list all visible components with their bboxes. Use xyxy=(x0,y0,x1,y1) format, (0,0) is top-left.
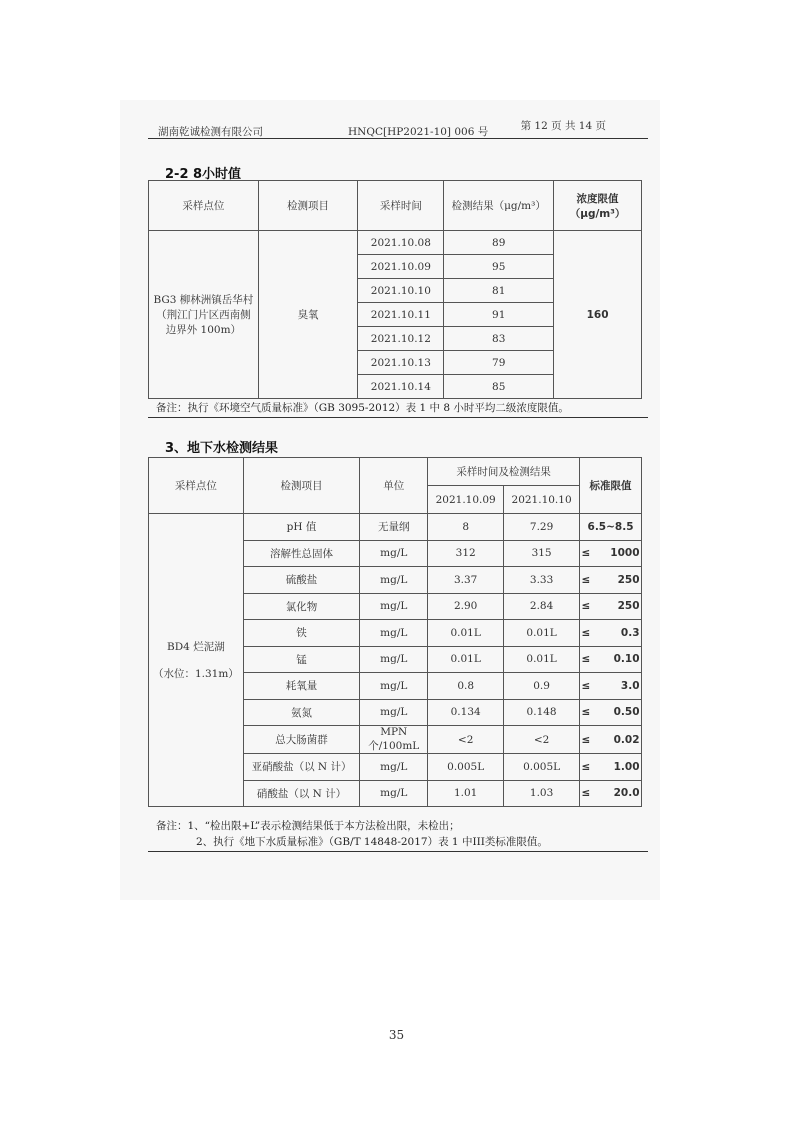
sampling-site-cell xyxy=(149,514,244,807)
sampling-site-line: 边界外 100m） xyxy=(165,324,242,336)
col-header-site: 采样点位 xyxy=(149,181,259,231)
sampling-site-line: BD4 烂泥湖 xyxy=(167,641,225,653)
limit-value-cell: 160 xyxy=(554,231,642,399)
test-item-cell: 总大肠菌群 xyxy=(243,726,360,754)
col-header-site: 采样点位 xyxy=(149,458,244,514)
table-row xyxy=(149,514,642,541)
unit-cell: mg/L xyxy=(360,567,428,594)
test-item-cell: 硝酸盐（以 N 计） xyxy=(243,780,360,807)
result-value-cell: 81 xyxy=(444,279,554,303)
col-header-date1: 2021.10.09 xyxy=(428,486,504,514)
col-header-limit-line2: （μg/m³） xyxy=(569,207,626,220)
result-day1-cell: 0.005L xyxy=(428,754,504,781)
test-item-cell: 铁 xyxy=(243,620,360,647)
less-equal-sign: ≤ xyxy=(581,706,591,719)
result-day1-cell: <2 xyxy=(428,726,504,754)
sampling-date-cell: 2021.10.09 xyxy=(358,255,444,279)
result-value-cell: 79 xyxy=(444,351,554,375)
limit-number: 3.0 xyxy=(620,679,640,692)
sampling-site-line: （荆江门片区西南侧 xyxy=(156,309,251,321)
col-header-date2: 2021.10.10 xyxy=(504,486,580,514)
col-header-limit xyxy=(554,181,642,231)
unit-cell: mg/L xyxy=(360,620,428,647)
limit-number: 250 xyxy=(617,600,640,613)
groundwater-table xyxy=(148,457,642,807)
test-item-cell: pH 值 xyxy=(243,514,360,541)
test-item-cell: 氯化物 xyxy=(243,593,360,620)
limit-value-cell xyxy=(580,620,642,647)
section-title-ozone: 2-2 8小时值 xyxy=(165,167,242,182)
limit-value-cell xyxy=(580,754,642,781)
less-equal-sign: ≤ xyxy=(581,573,591,586)
groundwater-note-1: 备注：1、“检出限+L”表示检测结果低于本方法检出限，未检出； xyxy=(156,820,460,832)
unit-cell: mg/L xyxy=(360,593,428,620)
limit-number: 1.00 xyxy=(613,760,640,773)
result-day1-cell: 2.90 xyxy=(428,593,504,620)
sampling-date-cell: 2021.10.11 xyxy=(358,303,444,327)
ozone-note: 备注：执行《环境空气质量标准》（GB 3095-2012）表 1 中 8 小时平均二级浓度限值。 xyxy=(156,402,569,414)
sampling-date-cell: 2021.10.13 xyxy=(358,351,444,375)
limit-value-cell xyxy=(580,567,642,594)
result-day1-cell: 0.01L xyxy=(428,620,504,647)
result-value-cell: 85 xyxy=(444,375,554,399)
limit-value-cell xyxy=(580,699,642,726)
unit-cell: mg/L xyxy=(360,673,428,700)
limit-value-cell xyxy=(580,646,642,673)
sampling-date-cell: 2021.10.08 xyxy=(358,231,444,255)
less-equal-sign: ≤ xyxy=(581,547,591,560)
less-equal-sign: ≤ xyxy=(581,653,591,666)
less-equal-sign: ≤ xyxy=(581,600,591,613)
less-equal-sign: ≤ xyxy=(581,626,591,639)
test-item-cell: 硫酸盐 xyxy=(243,567,360,594)
col-header-item: 检测项目 xyxy=(258,181,358,231)
test-item-cell: 溶解性总固体 xyxy=(243,540,360,567)
ozone-bottom-rule xyxy=(148,417,648,418)
limit-number: 1000 xyxy=(610,547,640,560)
result-day2-cell: 7.29 xyxy=(504,514,580,541)
result-value-cell: 95 xyxy=(444,255,554,279)
col-header-time: 采样时间 xyxy=(358,181,444,231)
result-day1-cell: 3.37 xyxy=(428,567,504,594)
result-day1-cell: 0.8 xyxy=(428,673,504,700)
limit-number: 0.3 xyxy=(620,626,640,639)
less-equal-sign: ≤ xyxy=(581,679,591,692)
page-indicator: 第 12 页 共 14 页 xyxy=(520,120,606,132)
table-header-row xyxy=(149,181,642,231)
result-day1-cell: 312 xyxy=(428,540,504,567)
unit-cell: mg/L xyxy=(360,699,428,726)
result-day2-cell: 0.148 xyxy=(504,699,580,726)
ozone-table xyxy=(148,180,642,399)
section-title-groundwater: 3、地下水检测结果 xyxy=(165,441,279,456)
limit-number: 0.10 xyxy=(613,653,640,666)
company-name: 湖南乾诚检测有限公司 xyxy=(158,126,263,138)
result-day2-cell: 1.03 xyxy=(504,780,580,807)
page-number: 35 xyxy=(388,1028,405,1042)
result-value-cell: 89 xyxy=(444,231,554,255)
header-rule xyxy=(148,138,648,139)
col-header-sampling-results: 采样时间及检测结果 xyxy=(428,458,580,486)
sampling-date-cell: 2021.10.12 xyxy=(358,327,444,351)
result-day2-cell: 3.33 xyxy=(504,567,580,594)
result-day2-cell: 0.01L xyxy=(504,620,580,647)
less-equal-sign: ≤ xyxy=(581,760,591,773)
report-code: HNQC[HP2021-10] 006 号 xyxy=(348,126,489,138)
less-equal-sign: ≤ xyxy=(581,787,591,800)
unit-cell: mg/L xyxy=(360,754,428,781)
test-item-cell: 耗氧量 xyxy=(243,673,360,700)
unit-cell: 无量纲 xyxy=(360,514,428,541)
limit-value-cell xyxy=(580,673,642,700)
col-header-result: 检测结果（μg/m³） xyxy=(444,181,554,231)
test-item-cell: 臭氧 xyxy=(258,231,358,399)
col-header-item: 检测项目 xyxy=(243,458,360,514)
limit-number: 0.02 xyxy=(613,733,640,746)
unit-cell: mg/L xyxy=(360,780,428,807)
limit-value-cell xyxy=(580,540,642,567)
sampling-site-line: BG3 柳林洲镇岳华村 xyxy=(153,294,254,306)
result-day2-cell: 0.005L xyxy=(504,754,580,781)
limit-number: 0.50 xyxy=(613,706,640,719)
result-day2-cell: 0.01L xyxy=(504,646,580,673)
groundwater-note-2: 2、执行《地下水质量标准》（GB/T 14848-2017）表 1 中III类标准限值。 xyxy=(196,836,548,848)
result-day1-cell: 0.01L xyxy=(428,646,504,673)
limit-value-cell xyxy=(580,514,642,541)
result-value-cell: 91 xyxy=(444,303,554,327)
result-day2-cell: 0.9 xyxy=(504,673,580,700)
col-header-unit: 单位 xyxy=(360,458,428,514)
result-value-cell: 83 xyxy=(444,327,554,351)
limit-number: 250 xyxy=(617,573,640,586)
result-day1-cell: 0.134 xyxy=(428,699,504,726)
sampling-date-cell: 2021.10.14 xyxy=(358,375,444,399)
result-day2-cell: 2.84 xyxy=(504,593,580,620)
limit-value-cell xyxy=(580,780,642,807)
unit-cell: MPN个/100mL xyxy=(360,726,428,754)
table-row xyxy=(149,231,642,255)
table-header-row xyxy=(149,458,642,486)
limit-value-cell xyxy=(580,726,642,754)
col-header-limit-line1: 浓度限值 xyxy=(576,192,619,205)
less-equal-sign: ≤ xyxy=(581,733,591,746)
col-header-limit: 标准限值 xyxy=(580,458,642,514)
limit-value-cell xyxy=(580,593,642,620)
test-item-cell: 氨氮 xyxy=(243,699,360,726)
limit-range: 6.5~8.5 xyxy=(587,520,634,533)
sampling-site-cell xyxy=(149,231,259,399)
result-day2-cell: 315 xyxy=(504,540,580,567)
test-item-cell: 锰 xyxy=(243,646,360,673)
test-item-cell: 亚硝酸盐（以 N 计） xyxy=(243,754,360,781)
result-day1-cell: 8 xyxy=(428,514,504,541)
unit-cell: mg/L xyxy=(360,646,428,673)
unit-cell: mg/L xyxy=(360,540,428,567)
sampling-date-cell: 2021.10.10 xyxy=(358,279,444,303)
groundwater-bottom-rule xyxy=(148,851,648,852)
result-day1-cell: 1.01 xyxy=(428,780,504,807)
sampling-site-line: （水位：1.31m） xyxy=(152,668,239,680)
limit-number: 20.0 xyxy=(613,787,640,800)
result-day2-cell: <2 xyxy=(504,726,580,754)
